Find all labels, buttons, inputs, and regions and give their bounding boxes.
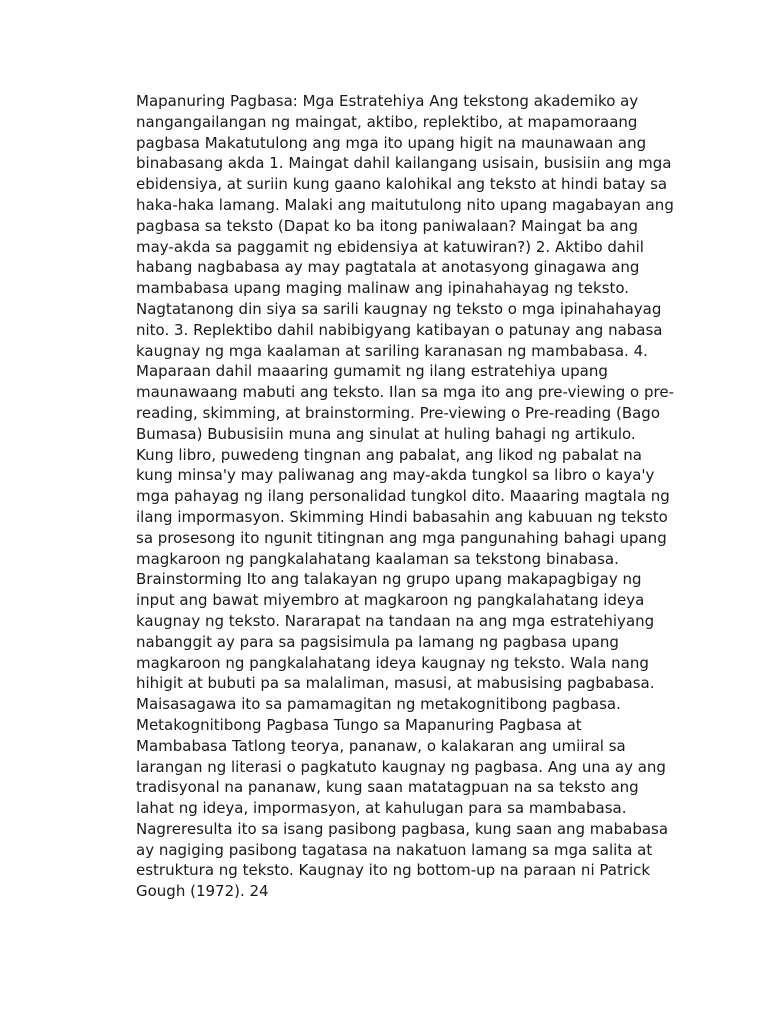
document-body-text: Mapanuring Pagbasa: Mga Estratehiya Ang tekstong akademiko ay nangangailangan ng maingat, aktibo, replektibo, at mapamoraang pagbasa Makatutulong ang mga ito upang higit na maunawaan ang binabasang akda 1. Maingat dahil kailangang usisain, busisiin ang mga ebidensiya, at suriin kung gaano kalohikal ang teksto at hindi batay sa haka-haka lamang. Malaki ang maitutulong nito upang magabayan ang pagbasa sa teksto (Dapat ko ba itong paniwalaan? Maingat ba ang may-akda sa paggamit ng ebidensiya at katuwiran?) 2. Aktibo dahil habang nagbabasa ay may pagtatala at anotasyong ginagawa ang mambabasa upang maging malinaw ang ipinahahayag ng teksto. Nagtatanong din siya sa sarili kaugnay ng teksto o mga ipinahahayag nito. 3. Replektibo dahil nabibigyang katibayan o patunay ang nabasa kaugnay ng mga kaalaman at sariling karanasan ng mambabasa. 4. Maparaan dahil maaaring gumamit ng ilang estratehiya upang maunawaang mabuti ang teksto. Ilan sa mga ito ang pre-viewing o pre- reading, skimming, at brainstorming. Pre-viewing o Pre-reading (Bago Bumasa) Bubusisiin muna ang sinulat at huling bahagi ng artikulo. Kung libro, puwedeng tingnan ang pabalat, ang likod ng pabalat na kung minsa'y may paliwanag ang may-akda tungkol sa libro o kaya'y mga pahayag ng ilang personalidad tungkol dito. Maaaring magtala ng ilang impormasyon. Skimming Hindi babasahin ang kabuuan ng teksto sa prosesong ito ngunit titingnan ang mga pangunahing bahagi upang magkaroon ng pangkalahatang kaalaman sa tekstong binabasa. Brainstorming Ito ang talakayan ng grupo upang makapagbigay ng input ang bawat miyembro at magkaroon ng pangkalahatang ideya kaugnay ng teksto. Nararapat na tandaan na ang mga estratehiyang nabanggit ay para sa pagsisimula pa lamang ng pagbasa upang magkaroon ng pangkalahatang ideya kaugnay ng teksto. Wala nang hihigit at bubuti pa sa malaliman, masusi, at mabusising pagbabasa. Maisasagawa ito sa pamamagitan ng metakognitibong pagbasa. Metakognitibong Pagbasa Tungo sa Mapanuring Pagbasa at Mambabasa Tatlong teorya, pananaw, o kalakaran ang umiiral sa larangan ng literasi o pagkatuto kaugnay ng pagbasa. Ang una ay ang tradisyonal na pananaw, kung saan matatagpuan na sa teksto ang lahat ng ideya, impormasyon, at kahulugan para sa mambabasa. Nagreresulta ito sa isang pasibong pagbasa, kung saan ang mababasa ay nagiging pasibong tagatasa na nakatuon lamang sa mga salita at estruktura ng teksto. Kaugnay ito ng bottom-up na paraan ni Patrick Gough (1972). 24 (136, 92, 674, 901)
